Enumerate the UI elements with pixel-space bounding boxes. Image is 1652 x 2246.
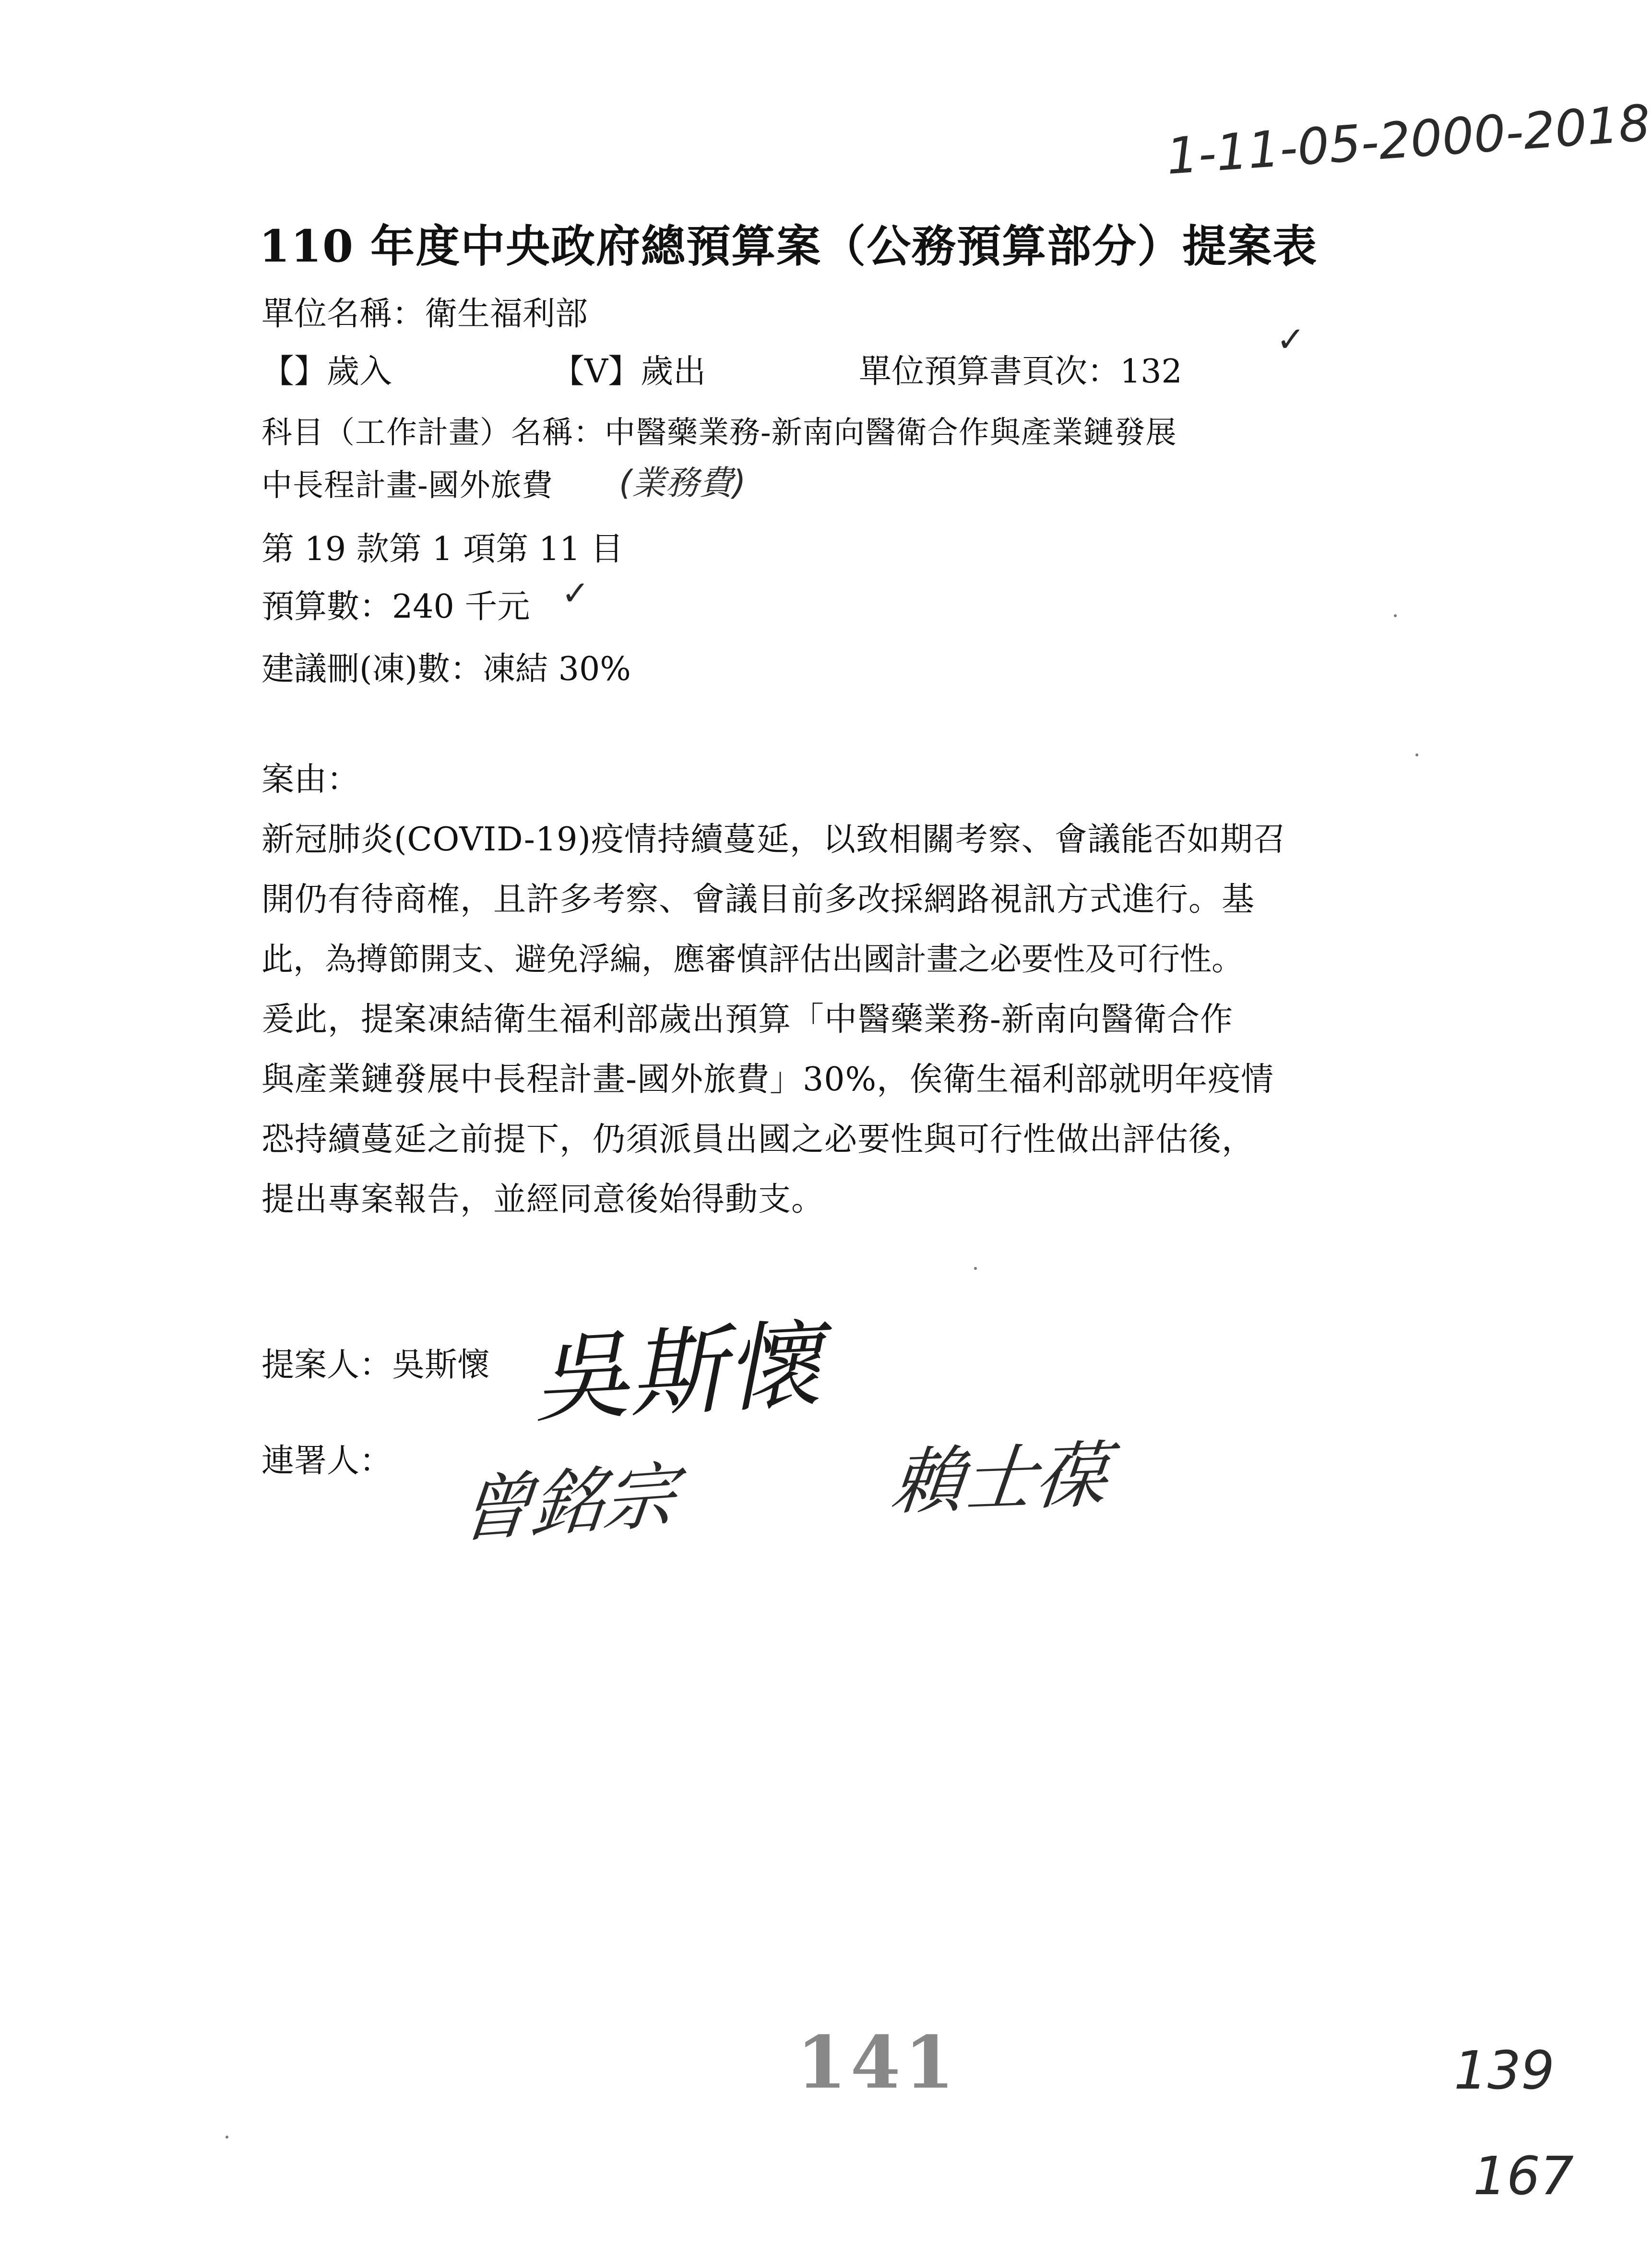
proposer-signature: 吳斯懷 bbox=[530, 1309, 824, 1436]
reason-line: 恐持續蔓延之前提下，仍須派員出國之必要性與可行性做出評估後， bbox=[261, 1121, 1255, 1159]
reason-line: 此，為撙節開支、避免浮編，應審慎評估出國計畫之必要性及可行性。 bbox=[261, 941, 1243, 978]
scan-speck bbox=[1394, 614, 1397, 617]
budget-amount: 預算數：240 千元 bbox=[261, 588, 530, 626]
handwritten-reference-code: 1-11-05-2000-2018 bbox=[1164, 93, 1652, 186]
expenditure-checkbox-label: 【V】歲出 bbox=[552, 353, 706, 391]
reason-line: 提出專案報告，並經同意後始得動支。 bbox=[261, 1181, 825, 1219]
subject-name-line-2: 中長程計畫-國外旅費 bbox=[261, 468, 553, 503]
cosigner-signature: 曾銘宗 bbox=[455, 1453, 680, 1553]
handwritten-subject-note: (業務費) bbox=[619, 463, 746, 502]
page-number: 141 bbox=[796, 2020, 959, 2105]
corner-note-1: 139 bbox=[1454, 2040, 1555, 2101]
budget-book-page-ref: 單位預算書頁次：132 bbox=[859, 353, 1182, 391]
scan-speck bbox=[226, 2136, 228, 2138]
reason-line: 爰此，提案凍結衛生福利部歲出預算「中醫藥業務-新南向醫衛合作 bbox=[261, 1001, 1233, 1039]
check-mark-1: ✓ bbox=[1276, 319, 1306, 359]
cosigner-signature: 賴士葆 bbox=[887, 1433, 1112, 1525]
reason-line: 新冠肺炎(COVID-19)疫情持續蔓延，以致相關考察、會議能否如期召 bbox=[261, 821, 1286, 859]
scan-speck bbox=[974, 1267, 977, 1270]
proposer-label: 提案人：吳斯懷 bbox=[261, 1346, 490, 1384]
reason-line: 與產業鏈發展中長程計畫-國外旅費」30%，俟衛生福利部就明年疫情 bbox=[261, 1061, 1274, 1099]
clause-reference: 第 19 款第 1 項第 11 目 bbox=[261, 530, 624, 568]
unit-name: 單位名稱：衛生福利部 bbox=[261, 295, 588, 333]
reason-line: 開仍有待商榷，且許多考察、會議目前多改採網路視訊方式進行。基 bbox=[261, 881, 1255, 919]
check-mark-2: ✓ bbox=[561, 573, 590, 613]
subject-name-line-1: 科目（工作計畫）名稱：中醫藥業務-新南向醫衛合作與產業鏈發展 bbox=[261, 415, 1177, 451]
corner-note-2: 167 bbox=[1473, 2145, 1574, 2207]
form-title: 110 年度中央政府總預算案（公務預算部分）提案表 bbox=[259, 220, 1318, 272]
revenue-checkbox-label: 【】歲入 bbox=[261, 353, 392, 391]
cosigner-label: 連署人： bbox=[261, 1442, 392, 1480]
proposed-freeze-amount: 建議刪(凍)數：凍結 30% bbox=[261, 650, 631, 688]
reason-label: 案由： bbox=[261, 761, 360, 799]
scan-speck bbox=[1415, 753, 1418, 756]
